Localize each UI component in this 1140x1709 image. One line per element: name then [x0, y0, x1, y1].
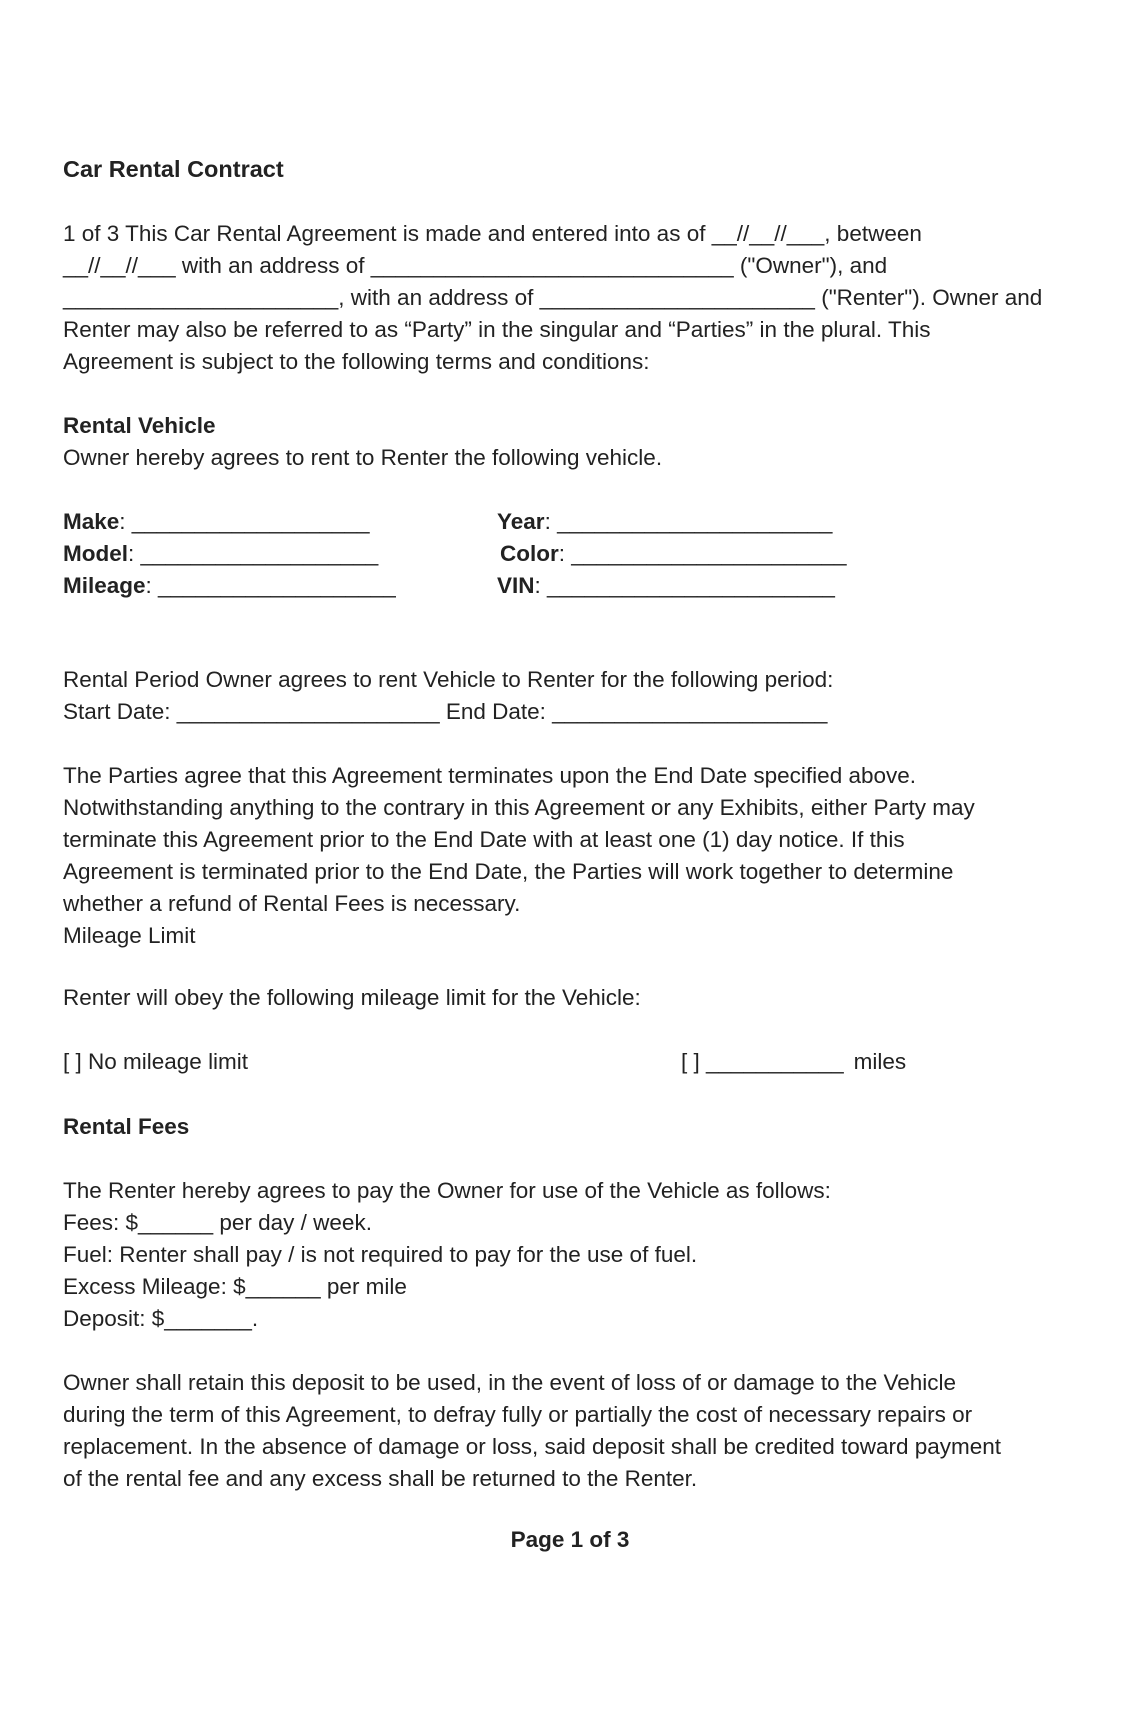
mileage-limit-heading: Mileage Limit — [63, 923, 196, 948]
rental-vehicle-description: Owner hereby agrees to rent to Renter the following vehicle. — [63, 445, 663, 470]
fees-line: Deposit: $_______. — [63, 1306, 259, 1331]
mileage-field — [63, 570, 396, 602]
model-value: : ___________________ — [128, 541, 379, 566]
rental-fees-heading: Rental Fees — [63, 1114, 190, 1139]
rental-period-text: Rental Period Owner agrees to rent Vehicle to Renter for the following period: — [63, 667, 834, 692]
deposit-line: replacement. In the absence of damage or loss, said deposit shall be credited toward payment — [63, 1434, 1002, 1459]
rental-fees-paragraph — [63, 1175, 1083, 1335]
fees-line: Fees: $______ per day / week. — [63, 1210, 372, 1235]
year-field — [497, 506, 832, 538]
termination-line: terminate this Agreement prior to the End Date with at least one (1) day notice. If this — [63, 827, 905, 852]
model-field — [63, 538, 378, 570]
mileage-option-limit — [681, 1046, 906, 1078]
intro-line: Agreement is subject to the following terms and conditions: — [63, 349, 650, 374]
vin-field — [497, 570, 835, 602]
page-number-footer: Page 1 of 3 — [510, 1527, 630, 1552]
deposit-line: Owner shall retain this deposit to be used, in the event of loss of or damage to the Vehicle — [63, 1370, 957, 1395]
mileage-label: Mileage — [63, 573, 146, 598]
fees-line: Excess Mileage: $______ per mile — [63, 1274, 407, 1299]
deposit-paragraph — [63, 1367, 1083, 1495]
mileage-limit-unit: miles — [853, 1049, 907, 1074]
document-title: Car Rental Contract — [63, 156, 284, 182]
rental-period-dates: Start Date: _____________________ End Date: ______________________ — [63, 699, 828, 724]
termination-line: Agreement is terminated prior to the End Date, the Parties will work together to determine — [63, 859, 954, 884]
vin-value: : _______________________ — [534, 573, 835, 598]
intro-line: ______________________, with an address of ______________________ ("Renter"). Owner and — [63, 285, 1043, 310]
mileage-option-none: [ ] No mileage limit — [63, 1049, 249, 1074]
make-field — [63, 506, 370, 538]
model-label: Model — [63, 541, 128, 566]
fees-line: Fuel: Renter shall pay / is not required to pay for the use of fuel. — [63, 1242, 698, 1267]
termination-line: whether a refund of Rental Fees is necessary. — [63, 891, 521, 916]
termination-line: The Parties agree that this Agreement terminates upon the End Date specified above. — [63, 763, 917, 788]
termination-line: Notwithstanding anything to the contrary in this Agreement or any Exhibits, either Party may — [63, 795, 975, 820]
year-label: Year — [497, 509, 545, 534]
make-label: Make — [63, 509, 120, 534]
color-field — [500, 538, 847, 570]
color-value: : ______________________ — [558, 541, 847, 566]
rental-vehicle-heading: Rental Vehicle — [63, 413, 216, 438]
termination-paragraph — [63, 760, 1083, 952]
fees-line: The Renter hereby agrees to pay the Owner for use of the Vehicle as follows: — [63, 1178, 831, 1203]
deposit-line: of the rental fee and any excess shall be returned to the Renter. — [63, 1466, 698, 1491]
intro-paragraph — [63, 218, 1083, 378]
vin-label: VIN — [497, 573, 535, 598]
mileage-limit-intro: Renter will obey the following mileage limit for the Vehicle: — [63, 985, 641, 1010]
intro-line: 1 of 3 This Car Rental Agreement is made and entered into as of __//__//___, between — [63, 221, 922, 246]
make-value: : ___________________ — [119, 509, 370, 534]
mileage-limit-box: [ ] ___________ — [681, 1049, 844, 1074]
intro-line: __//__//___ with an address of _____________________________ ("Owner"), and — [63, 253, 888, 278]
color-label: Color — [500, 541, 559, 566]
year-value: : ______________________ — [544, 509, 833, 534]
deposit-line: during the term of this Agreement, to defray fully or partially the cost of necessary repairs or — [63, 1402, 973, 1427]
intro-line: Renter may also be referred to as “Party” in the singular and “Parties” in the plural. This — [63, 317, 931, 342]
mileage-value: : ___________________ — [145, 573, 396, 598]
